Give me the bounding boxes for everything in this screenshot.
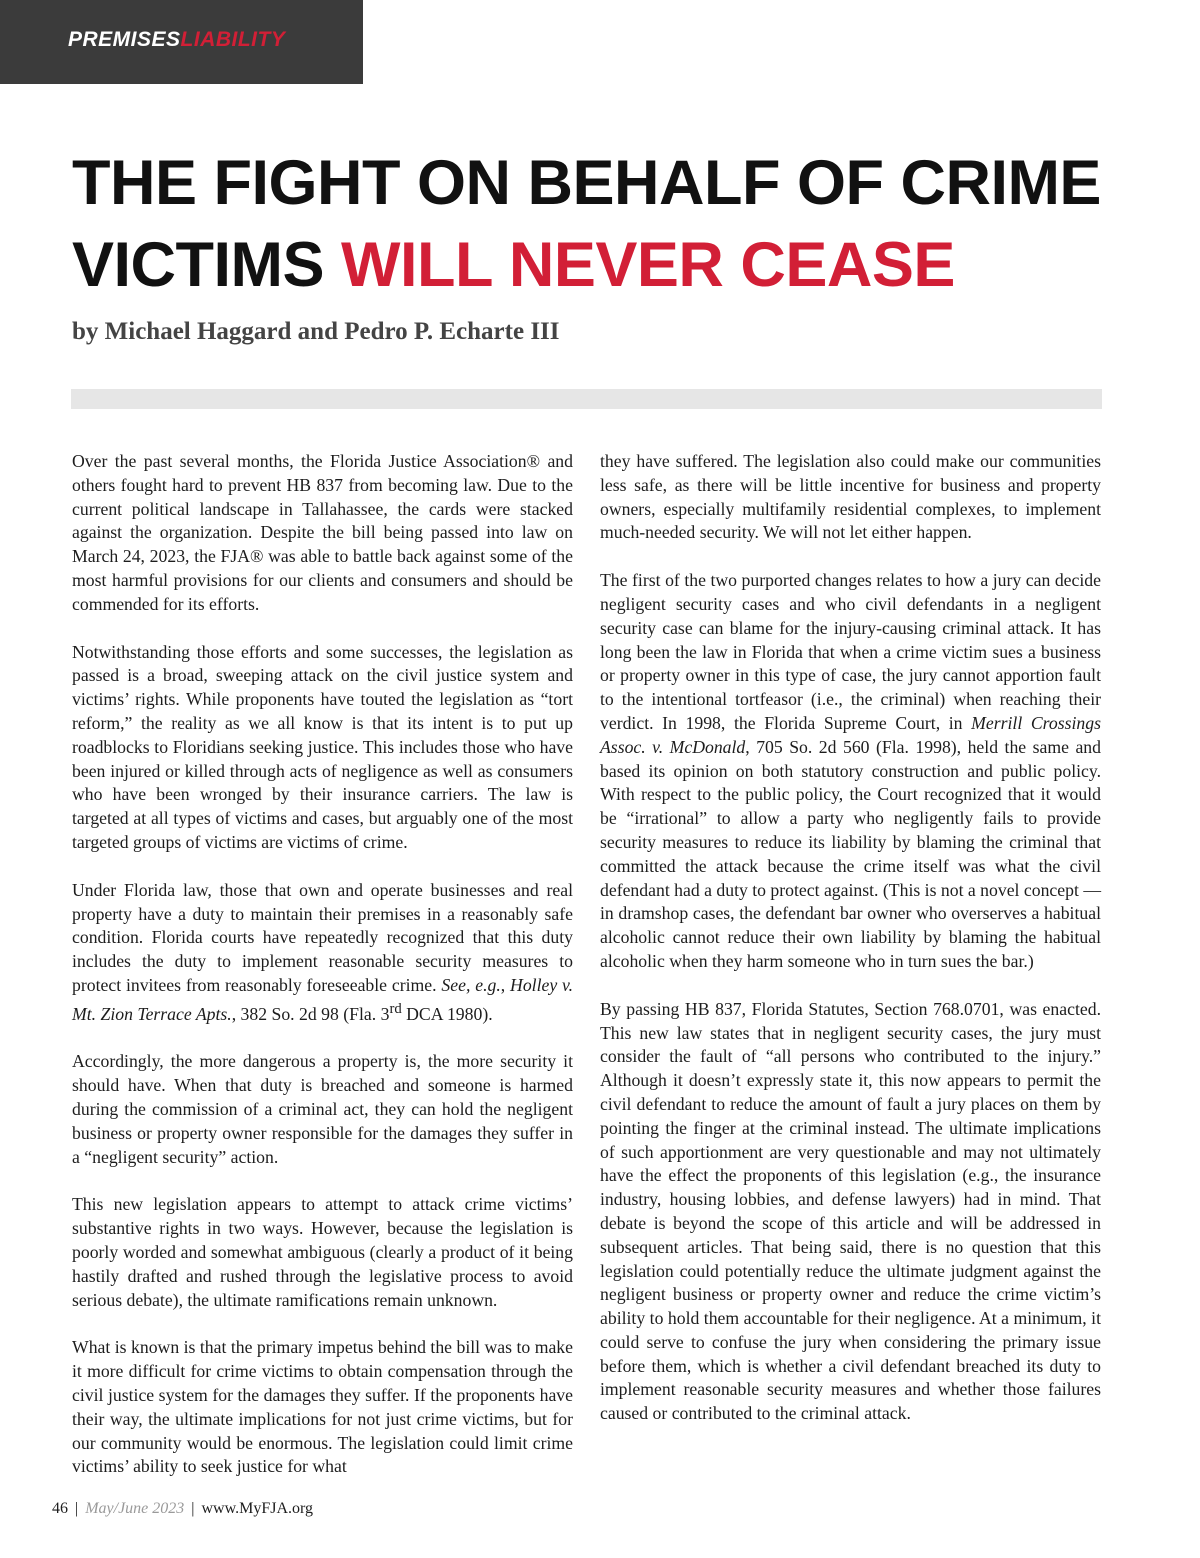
left-column — [72, 450, 573, 1503]
ordinal-superscript: rd — [389, 1000, 402, 1017]
divider-bar — [71, 389, 1102, 409]
page-footer — [52, 1500, 313, 1518]
website-link[interactable]: www.MyFJA.org — [201, 1500, 314, 1517]
paragraph — [72, 879, 573, 1027]
paragraph-text: DCA 1980). — [401, 1003, 493, 1024]
section-label — [68, 28, 285, 52]
paragraph: Over the past several months, the Florida Justice Association® and others fought hard to prevent HB 837 from becoming law. Due to the current political landscape in Tallahassee, the cards were stacked against the organization. Despite the bill being passed into law on March 24, 2023, the FJA® was able to battle back against some of the most harmful provisions for our clients and consumers and should be commended for its efforts. — [72, 451, 573, 614]
paragraph: This new legislation appears to attempt to attack crime victims’ substantive rights in two ways. However, because the legislation is poorly worded and somewhat ambiguous (clearly a product of it being hastily drafted and rushed through the legislative process to avoid serious debate), the ultimate ramifications remain unknown. — [72, 1194, 573, 1310]
article-headline — [72, 142, 1132, 306]
paragraph-text: Under Florida law, those that own and operate businesses and real property have a duty to maintain their premises in a reasonably safe condition. Florida courts have repeatedly recognized that this duty includes the duty to implement reasonable security measures to protect invitees from reasonably foreseeable crime. — [72, 879, 573, 995]
citation-signal: See, e.g. — [441, 974, 501, 995]
byline: by Michael Haggard and Pedro P. Echarte III — [72, 318, 560, 345]
footer-separator: | — [191, 1500, 195, 1517]
paragraph-text: , — [500, 974, 511, 995]
headline-line-1: THE FIGHT ON BEHALF OF CRIME — [72, 148, 1101, 218]
headline-line-2-red: WILL NEVER CEASE — [341, 230, 955, 300]
case-name: Merrill Crossings Assoc. v. McDonald — [600, 712, 1101, 757]
section-label-premises: PREMISES — [68, 28, 181, 51]
paragraph: What is known is that the primary impetus behind the bill was to make it more difficult for crime victims to obtain compensation through the civil justice system for the damages they suffer. If the proponents have their way, the ultimate implications for not just crime victims, but for our community would be enormous. The legislation could limit crime victims’ ability to seek justice for what — [72, 1337, 573, 1477]
section-label-liability: LIABILITY — [180, 28, 286, 51]
issue-date: May/June 2023 — [85, 1500, 185, 1517]
page-number: 46 — [52, 1500, 68, 1517]
paragraph: they have suffered. The legislation also could make our communities less safe, as there will be little incentive for business and property owners, especially multifamily residential complexes, to implement much-needed security. We will not let either happen. — [600, 451, 1101, 543]
paragraph: Notwithstanding those efforts and some successes, the legislation as passed is a broad, sweeping attack on the civil justice system and victims’ rights. While proponents have touted the legislation as “tort reform,” the reality as we all know is that its intent is to put up roadblocks to Floridians seeking justice. This includes those who have been injured or killed through acts of negligence as well as consumers who have been wronged by their insurance carriers. The law is targeted at all types of victims and cases, but arguably one of the most targeted groups of victims are victims of crime. — [72, 641, 573, 852]
paragraph-text: , 382 So. 2d 98 (Fla. 3 — [231, 1003, 390, 1024]
headline-line-2-black: VICTIMS — [72, 230, 325, 300]
paragraph: By passing HB 837, Florida Statutes, Section 768.0701, was enacted. This new law states that in negligent security cases, the jury must consider the fault of “all persons who contributed to the injury.” Although it doesn’t expressly state it, this now appears to permit the civil defendant to reduce the amount of fault a jury places on them by pointing the finger at the criminal instead. The ultimate implications of such apportionment are very questionable and may not ultimately have the effect the proponents of this legislation (e.g., the insurance industry, housing lobbies, and defense lawyers) had in mind. That debate is beyond the scope of this article and will be addressed in subsequent articles. That being said, there is no question that this legislation could potentially reduce the ultimate judgment against the negligent business or property owner and reduce the crime victim’s ability to hold them accountable for their negligence. At a minimum, it could serve to confuse the jury when considering the primary issue before them, which is whether a civil defendant breached its duty to implement reasonable security measures and whether those failures caused or contributed to the criminal attack. — [600, 998, 1101, 1424]
case-name: Holley v. Mt. Zion Terrace Apts. — [72, 974, 573, 1024]
paragraph — [600, 569, 1101, 974]
right-column — [600, 450, 1101, 1450]
paragraph: Accordingly, the more dangerous a property is, the more security it should have. When that duty is breached and someone is harmed during the commission of a criminal act, they can hold the negligent business or property owner responsible for the damages they suffer in a “negligent security” action. — [72, 1051, 573, 1167]
footer-separator: | — [75, 1500, 79, 1517]
paragraph-text: , 705 So. 2d 560 (Fla. 1998), held the same and based its opinion on both statutory construction and public policy. With respect to the public policy, the Court recognized that it would be “irrational” to allow a party who negligently fails to provide security measures to reduce its liability by blaming the criminal that committed the attack because the crime itself was what the civil defendant had a duty to protect against. (This is not a novel concept — in dramshop cases, the defendant bar owner who overserves a habitual alcoholic cannot reduce their own liability by blaming the habitual alcoholic when they harm someone who in turn sues the bar.) — [600, 736, 1102, 971]
paragraph-text: The first of the two purported changes relates to how a jury can decide negligent security cases and who civil defendants in a negligent security case can blame for the injury-causing criminal attack. It has long been the law in Florida that when a crime victim sues a business or property owner in this type of case, the jury cannot apportion fault to the intentional tortfeasor (i.e., the criminal) when reaching their verdict. In 1998, the Florida Supreme Court, in — [600, 570, 1101, 733]
section-tab — [0, 0, 363, 84]
